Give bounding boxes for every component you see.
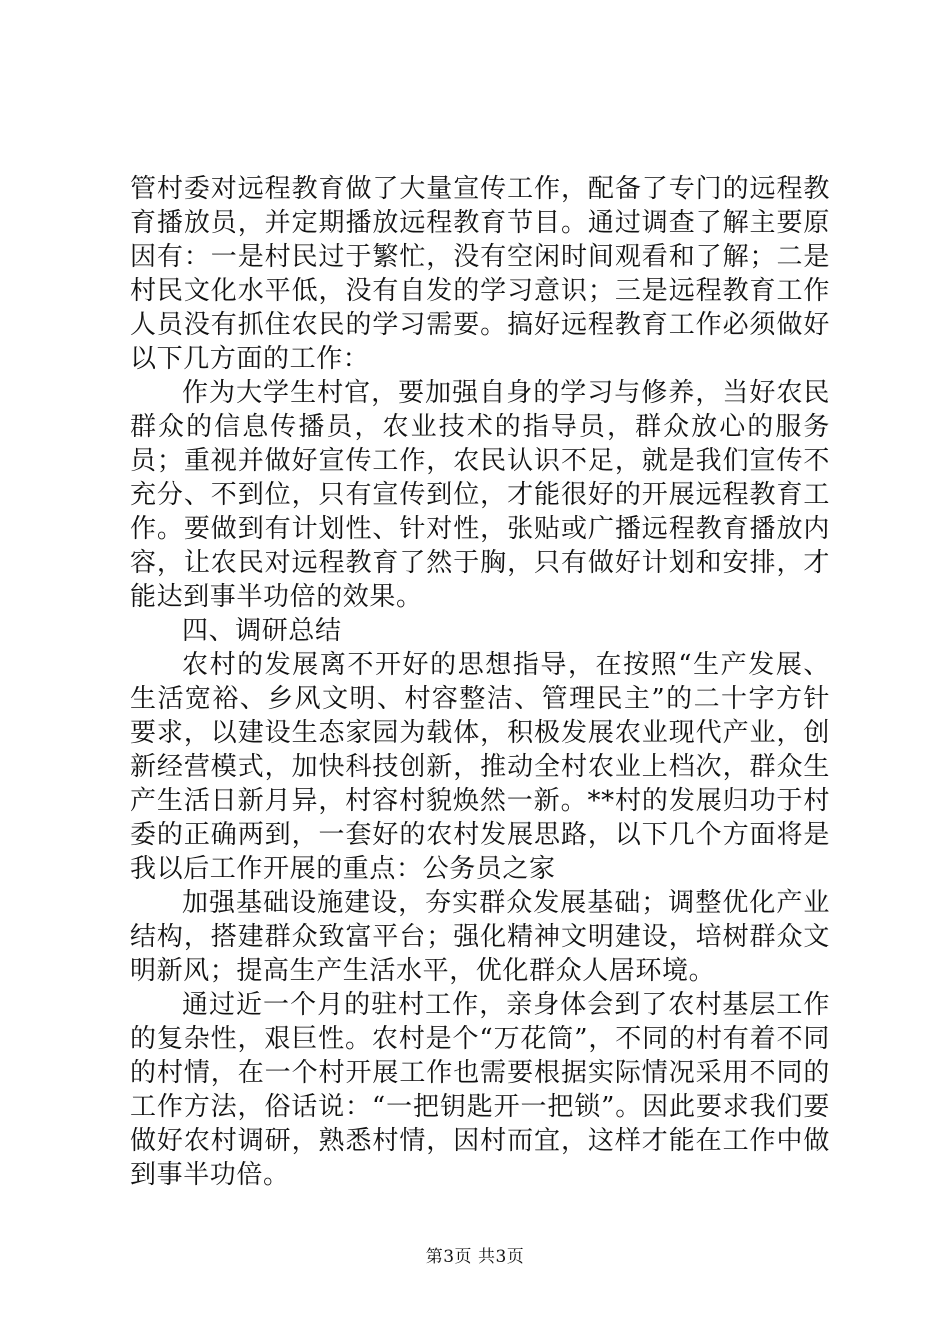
- paragraph-conclusion: 通过近一个月的驻村工作，亲身体会到了农村基层工作的复杂性，艰巨性。农村是个“万花筒”，不同的村有着不同的村情，在一个村开展工作也需要根据实际情况采用不同的工作方法，俗话说：“一把钥匙开一把锁”。因此要求我们要做好农村调研，熟悉村情，因村而宜，这样才能在工作中做到事半功倍。: [130, 990, 830, 1190]
- section-heading-research-summary: 四、调研总结: [182, 616, 342, 646]
- document-body: [130, 172, 830, 1192]
- paragraph-rural-development: 农村的发展离不开好的思想指导，在按照“生产发展、生活宽裕、乡风文明、村容整洁、管理民主”的二十字方针要求，以建设生态家园为载体，积极发展农业现代产业，创新经营模式，加快科技创新，推动全村农业上档次，群众生产生活日新月异，村容村貌焕然一新。**村的发展归功于村委的正确两到，一套好的农村发展思路，以下几个方面将是我以后工作开展的重点：公务员之家: [130, 650, 830, 884]
- paragraph-village-official-role: 作为大学生村官，要加强自身的学习与修养，当好农民群众的信息传播员，农业技术的指导员，群众放心的服务员；重视并做好宣传工作，农民认识不足，就是我们宣传不充分、不到位，只有宣传到位，才能很好的开展远程教育工作。要做到有计划性、针对性，张贴或广播远程教育播放内容，让农民对远程教育了然于胸，只有做好计划和安排，才能达到事半功倍的效果。: [130, 378, 830, 612]
- paragraph-remote-education-problems: 管村委对远程教育做了大量宣传工作，配备了专门的远程教育播放员，并定期播放远程教育节目。通过调查了解主要原因有：一是村民过于繁忙，没有空闲时间观看和了解；二是村民文化水平低，没有自发的学习意识；三是远程教育工作人员没有抓住农民的学习需要。搞好远程教育工作必须做好以下几方面的工作：: [130, 174, 830, 374]
- paragraph-work-priorities: 加强基础设施建设，夯实群众发展基础；调整优化产业结构，搭建群众致富平台；强化精神文明建设，培树群众文明新风；提高生产生活水平，优化群众人居环境。: [130, 888, 830, 986]
- page-number-footer: 第3页 共3页: [425, 1247, 525, 1267]
